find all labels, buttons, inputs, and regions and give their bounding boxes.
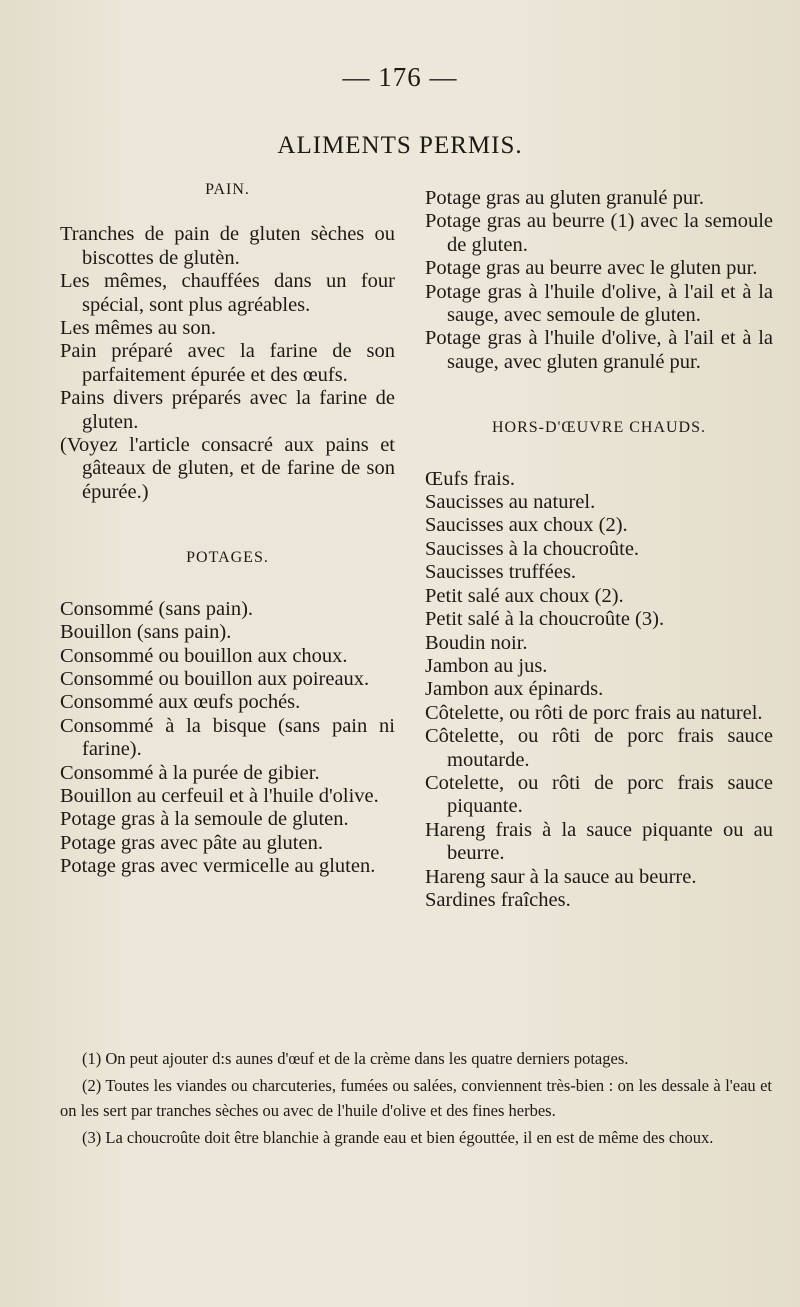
list-item: Potage gras à la semoule de gluten. — [60, 808, 349, 831]
list-item: Côtelette, ou rôti de porc frais sauce moutarde. — [425, 725, 773, 771]
list-item: Pains divers préparés avec la farine de gluten. — [60, 387, 395, 433]
list-item: Consommé à la bisque (sans pain ni farine). — [60, 714, 395, 761]
list-item: Tranches de pain de gluten sèches ou biscottes de glutèn. — [60, 223, 395, 269]
list-item: Sardines fraîches. — [425, 888, 571, 911]
list-item: Les mêmes au son. — [60, 317, 216, 340]
list-item: Potage gras au beurre avec le gluten pur. — [425, 257, 758, 280]
potages-continued-list — [425, 187, 773, 374]
section-heading-potages: POTAGES. — [186, 549, 269, 567]
list-item: Jambon aux épinards. — [425, 678, 604, 701]
list-item: Saucisses au naturel. — [425, 491, 596, 514]
list-item: Potage gras à l'huile d'olive, à l'ail et à la sauge, avec semoule de gluten. — [425, 280, 773, 327]
right-column — [425, 172, 773, 912]
page-title: ALIMENTS PERMIS. — [277, 132, 523, 159]
list-item: Consommé ou bouillon aux choux. — [60, 644, 348, 667]
list-item: Saucisses à la choucroûte. — [425, 537, 640, 560]
list-item: Pain préparé avec la farine de son parfaitement épurée et des œufs. — [60, 340, 395, 386]
list-item: Potage gras à l'huile d'olive, à l'ail et à la sauge, avec gluten granulé pur. — [425, 327, 773, 373]
list-item: Potage gras au beurre (1) avec la semoule de gluten. — [425, 210, 773, 256]
list-item: Bouillon (sans pain). — [60, 621, 232, 644]
list-item: Petit salé à la choucroûte (3). — [425, 608, 665, 631]
list-item: Potage gras avec vermicelle au gluten. — [60, 855, 376, 878]
list-item: Boudin noir. — [425, 631, 528, 654]
list-item: Les mêmes, chauffées dans un four spécial, sont plus agréables. — [60, 270, 395, 316]
list-item: Jambon au jus. — [425, 654, 548, 677]
list-item: Œufs frais. — [425, 467, 515, 490]
list-item: Potage gras avec pâte au gluten. — [60, 831, 323, 854]
page-number: — 176 — — [342, 62, 458, 92]
list-item: Côtelette, ou rôti de porc frais au naturel. — [425, 701, 763, 724]
footnotes — [60, 1046, 772, 1152]
list-item: Saucisses aux choux (2). — [425, 514, 628, 537]
footnote-3: (3) La choucroûte doit être blanchie à grande eau et bien égouttée, il en est de même des choux. — [82, 1128, 714, 1147]
list-item: Hareng frais à la sauce piquante ou au beurre. — [425, 818, 773, 865]
list-item: Bouillon au cerfeuil et à l'huile d'olive. — [60, 784, 379, 807]
list-item: Saucisses truffées. — [425, 561, 577, 584]
list-item: Cotelette, ou rôti de porc frais sauce piquante. — [425, 771, 773, 818]
hors-doeuvre-list — [425, 468, 773, 913]
potages-list — [60, 598, 395, 879]
list-item: Potage gras au gluten granulé pur. — [425, 187, 704, 209]
left-column — [60, 172, 395, 879]
list-item: Petit salé aux choux (2). — [425, 584, 624, 607]
footnote-2: (2) Toutes les viandes ou charcuteries, fumées ou salées, conviennent très-bien : on les dessale à l'eau et on les sert par tranches sèches ou avec de l'huile d'olive et des fines herbes. — [60, 1076, 772, 1120]
list-item: Consommé à la purée de gibier. — [60, 761, 320, 784]
pain-list — [60, 223, 395, 504]
list-item: Consommé ou bouillon aux poireaux. — [60, 667, 370, 690]
section-heading-hors-doeuvre: HORS-D'ŒUVRE CHAUDS. — [491, 419, 706, 437]
list-item: Consommé (sans pain). — [60, 597, 254, 620]
list-item: Consommé aux œufs pochés. — [60, 691, 301, 714]
list-item: (Voyez l'article consacré aux pains et gâteaux de gluten, et de farine de son épurée.) — [60, 434, 395, 503]
section-heading-pain: PAIN. — [205, 181, 250, 198]
list-item: Hareng saur à la sauce au beurre. — [425, 865, 697, 888]
footnote-1: (1) On peut ajouter d:s aunes d'œuf et de la crème dans les quatre derniers potages. — [82, 1049, 629, 1068]
